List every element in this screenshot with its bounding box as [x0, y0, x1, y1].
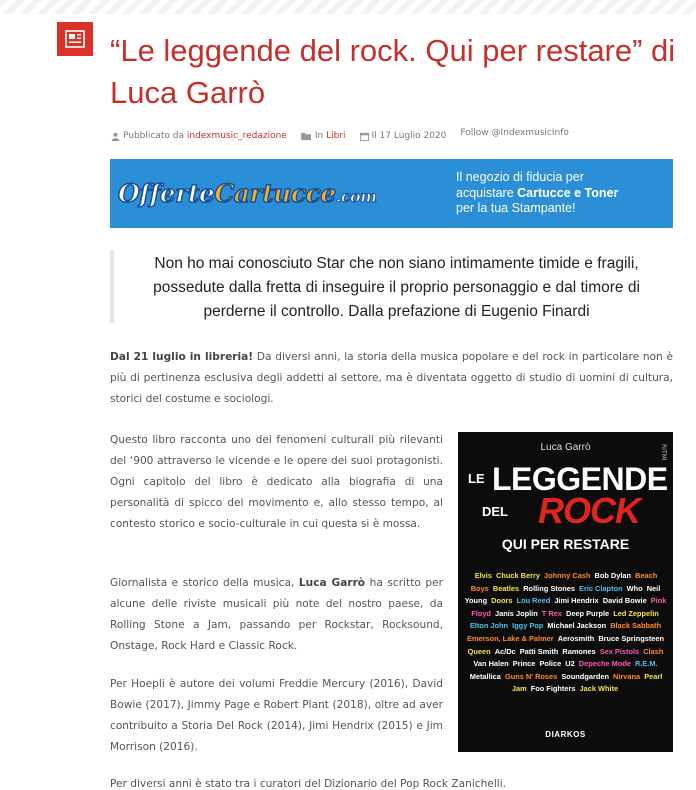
user-icon — [111, 132, 120, 141]
cover-artist-name: Rolling Stones — [523, 583, 575, 593]
paragraph-intro: Dal 21 luglio in libreria! Da diversi anni, la storia della musica popolare e del rock in particolare non è più di pertinenza esclusiva degli addetti al settore, ma è diventata oggetto di studio di uomini di cultura, storici del costume e sociologi. — [110, 351, 673, 405]
release-date-highlight: Dal 21 luglio in libreria! — [110, 351, 254, 363]
cover-artist-name: Aerosmith — [557, 633, 595, 643]
category-prefix: In — [314, 131, 324, 141]
cover-title-rock: ROCK — [538, 490, 640, 531]
cover-artist-name: Beatles — [492, 583, 520, 593]
logo-word-com: .com — [335, 187, 377, 206]
cover-artist-name: Elvis — [474, 571, 492, 580]
post-meta — [111, 127, 681, 145]
cover-artist-name: Doors — [491, 596, 513, 606]
cover-artist-name: Clash — [643, 646, 664, 656]
cover-artist-name: Guns N' Roses — [504, 671, 558, 681]
post-date: Il 17 Luglio 2020 — [371, 131, 447, 141]
meta-author — [111, 131, 287, 141]
author-link[interactable]: indexmusic_redazione — [186, 131, 287, 141]
paragraph-book-description: Questo libro racconta uno dei fenomeni culturali più rilevanti del ‘900 attraverso le vicende e le opere dei suoi protagonisti. Ogni capitolo del libro è dedicato alla biografia di una personalità di spicco del movimento e, allo stesso tempo, al contesto storico e socio-culturale in cui questa si è mossa. — [110, 434, 443, 530]
cover-title-leggende: LEGGENDE — [492, 461, 668, 497]
quote-attribution: Dalla prefazione di Eugenio Finardi — [348, 303, 590, 320]
cover-artist-name: Depeche Mode — [578, 659, 631, 669]
ad-line-3: per la tua Stampante! — [456, 201, 576, 215]
cover-series: RITMI — [660, 444, 667, 461]
cover-artist-name: Black Sabbath — [610, 621, 662, 631]
cover-artist-name: Queen — [467, 646, 491, 656]
ad-text — [456, 170, 671, 217]
quote-text: Non ho mai conosciuto Star che non siano intimamente timide e fragili, possedute dalla fretta di inseguire il proprio personaggio e dal timore di perderne il controllo. Dalla prefazione di Eugenio Finardi — [153, 255, 640, 320]
cover-artist-name: Metallica — [469, 671, 501, 681]
cover-artist-name: Led Zeppelin — [613, 608, 659, 618]
cover-artist-name: Bob Dylan — [594, 571, 632, 580]
cover-artist-list — [464, 570, 667, 696]
cover-artist-name: Patti Smith — [519, 646, 559, 656]
cover-artist-name: Jack White — [579, 684, 619, 694]
cover-artist-name: Prince — [512, 659, 536, 669]
cover-artist-name: Ramones — [562, 646, 596, 656]
published-prefix: Pubblicato da — [123, 131, 184, 141]
cover-artist-name: David Bowie — [602, 596, 647, 606]
meta-category — [301, 131, 346, 141]
cover-artist-name: Emerson, Lake & Palmer — [466, 633, 554, 643]
cover-subtitle: QUI PER RESTARE — [501, 536, 630, 552]
calendar-icon — [360, 132, 369, 141]
cover-artist-name: Bruce Springsteen — [598, 633, 665, 643]
cover-artist-name: Deep Purple — [566, 608, 610, 618]
post-format-icon — [57, 22, 93, 56]
meta-date — [360, 131, 447, 141]
ad-line-1: Il negozio di fiducia per — [456, 170, 584, 184]
author-name-highlight: Luca Garrò — [298, 577, 366, 589]
cover-artist-name: T Rex — [541, 608, 562, 618]
pull-quote — [110, 250, 673, 323]
cover-artist-name: Soundgarden — [561, 671, 609, 681]
cover-artist-name: U2 — [565, 659, 575, 669]
cover-artist-name: Michael Jackson — [547, 621, 607, 631]
cover-title-del: DEL — [482, 504, 508, 519]
cover-artist-name: Janis Joplin — [495, 608, 538, 618]
cover-artist-name: Chuck Berry — [496, 571, 540, 580]
cover-artist-name: Sex Pistols — [599, 646, 640, 656]
cover-author: Luca Garrò — [540, 442, 591, 453]
cover-artist-name: Elton John — [469, 621, 509, 631]
folder-icon — [301, 132, 312, 141]
cover-artist-name: Jimi Hendrix — [554, 596, 599, 606]
cover-artist-name: Van Halen — [473, 659, 509, 669]
ad-logo — [110, 159, 380, 228]
cover-artist-name: Who — [626, 583, 643, 593]
cover-artist-name: Beach Boys — [470, 571, 658, 593]
category-link[interactable]: Libri — [326, 131, 346, 141]
cover-artist-name: Lou Reed — [516, 596, 551, 606]
page-title: “Le leggende del rock. Qui per restare” di Luca Garrò — [110, 33, 676, 110]
cover-artist-name: Neil Young — [464, 583, 661, 606]
cover-artist-name: Pearl Jam — [511, 671, 663, 694]
ad-banner[interactable] — [110, 159, 673, 228]
paragraph-publications: Per Hoepli è autore dei volumi Freddie Mercury (2016), David Bowie (2017), Jimmy Page e Robert Plant (2018), oltre ad aver contribuito a Storia Del Rock (2014), Jimi Hendrix (2015) e Jim Morrison (2016). — [110, 678, 443, 753]
cover-publisher: DIARKOS — [545, 730, 586, 739]
cover-artist-name: Foo Fighters — [530, 684, 576, 694]
cover-artist-name: Johnny Cash — [544, 571, 591, 580]
logo-word-offerte: Offerte — [118, 179, 215, 208]
cover-artist-name: Police — [539, 659, 562, 669]
ad-line-2: acquistare Cartucce e Toner — [456, 185, 619, 200]
cover-artist-name: Pink Floyd — [471, 596, 667, 618]
cover-artist-name: Iggy Pop — [512, 621, 544, 631]
cover-artist-name: Nirvana — [613, 671, 641, 681]
cover-artist-name: Eric Clapton — [579, 583, 623, 593]
logo-word-cartucce: Cartucce — [214, 179, 336, 208]
follow-twitter-button[interactable]: Follow @IndexmusicInfo — [460, 128, 569, 138]
cover-artist-name: Ac/Dc — [494, 646, 516, 656]
cover-title-le: LE — [468, 471, 485, 486]
book-cover-image — [458, 432, 673, 752]
cover-artist-name: R.E.M. — [635, 659, 658, 669]
decorative-top-border — [0, 0, 696, 14]
paragraph-dictionary: Per diversi anni è stato tra i curatori del Dizionario del Pop Rock Zanichelli. — [110, 778, 507, 790]
paragraph-author-bio: Giornalista e storico della musica, Luca Garrò ha scritto per alcune delle riviste musicali più note del nostro paese, da Rolling Stone a Jam, passando per Rockstar, Rocksound, Onstage, Rock Hard e Classic Rock. — [110, 577, 443, 652]
